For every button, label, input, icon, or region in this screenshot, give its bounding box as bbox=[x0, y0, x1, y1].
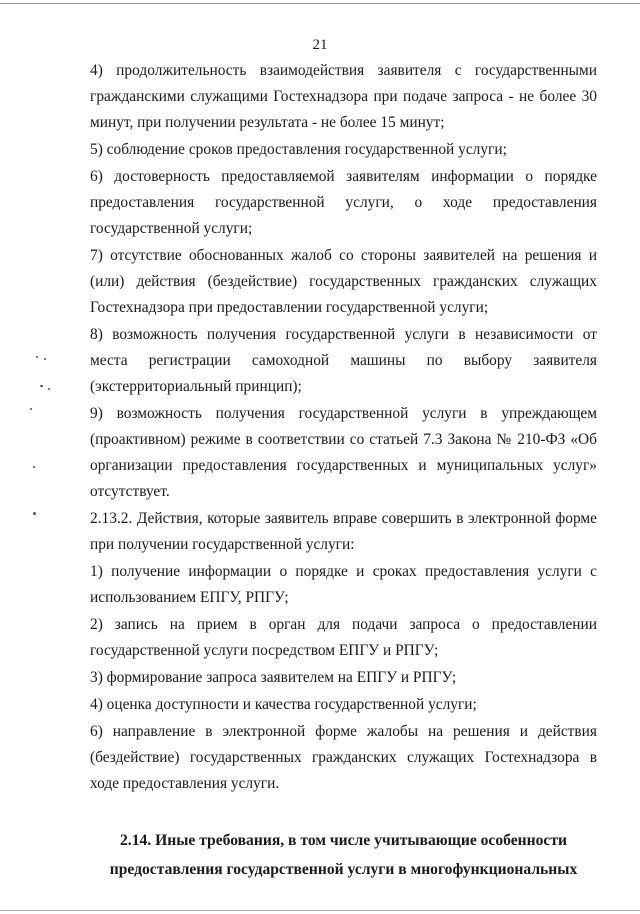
paragraph-4: 7) отсутствие обоснованных жалоб со стороны заявителей на решения и (или) действия (бездействие) государственных гражданских служащих Гостехнадзора при предоставлении государственной услуги; bbox=[90, 247, 597, 316]
paragraph-11: 4) оценка доступности и качества государственной услуги; bbox=[90, 696, 477, 713]
section-heading: 2.14. Иные требования, в том числе учитывающие особенности предоставления государственной услуги в многофункциональных bbox=[109, 832, 578, 878]
scan-bottom-edge bbox=[0, 910, 640, 911]
scan-speck bbox=[48, 388, 50, 390]
paragraph-3: 6) достоверность предоставляемой заявителям информации о порядке предоставления государственной услуги, о ходе предоставления государственной услуги; bbox=[90, 168, 597, 237]
paragraph-2: 5) соблюдение сроков предоставления государственной услуги; bbox=[90, 141, 507, 158]
scan-speck bbox=[36, 356, 38, 358]
document-body bbox=[90, 58, 597, 884]
scan-speck bbox=[40, 385, 43, 387]
paragraph-8: 1) получение информации о порядке и сроках предоставления услуги с использованием ЕПГУ, РПГУ; bbox=[90, 563, 597, 606]
paragraph-5: 8) возможность получения государственной услуги в независимости от места регистрации самоходной машины по выбору заявителя (экстерриториальный принцип); bbox=[90, 326, 597, 395]
scan-speck bbox=[44, 358, 46, 360]
paragraph-6: 9) возможность получения государственной услуги в упреждающем (проактивном) режиме в соответствии со статьей 7.3 Закона № 210-ФЗ «Об организации предоставления государственных и муниципальных услуг» отсутствует. bbox=[90, 405, 597, 500]
paragraph-7: 2.13.2. Действия, которые заявитель вправе совершить в электронной форме при получении государственной услуги: bbox=[90, 510, 597, 553]
page-number: 21 bbox=[312, 37, 328, 53]
scan-top-edge bbox=[0, 3, 640, 4]
scan-speck bbox=[30, 408, 32, 410]
scan-speck bbox=[33, 466, 35, 468]
scan-speck bbox=[33, 512, 36, 515]
paragraph-12: 6) направление в электронной форме жалобы на решения и действия (бездействие) государственных гражданских служащих Гостехнадзора в ходе предоставления услуги. bbox=[90, 723, 597, 792]
paragraph-1: 4) продолжительность взаимодействия заявителя с государственными гражданскими служащими Гостехнадзора при подаче запроса - не более 30 минут, при получении результата - не более 15 минут; bbox=[90, 62, 597, 131]
paragraph-9: 2) запись на прием в орган для подачи запроса о предоставлении государственной услуги посредством ЕПГУ и РПГУ; bbox=[90, 616, 597, 659]
paragraph-10: 3) формирование запроса заявителем на ЕПГУ и РПГУ; bbox=[90, 669, 457, 686]
